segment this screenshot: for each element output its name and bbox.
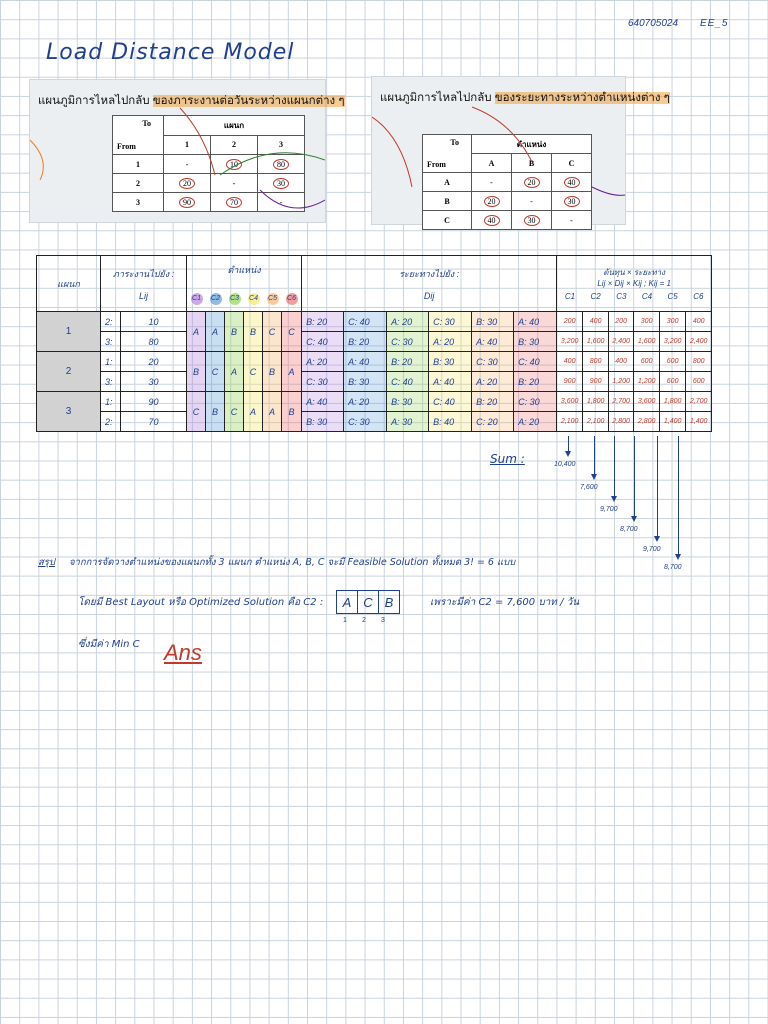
- c-label: C1: [191, 293, 203, 305]
- load-value: 90: [121, 392, 187, 412]
- layout-position: 2: [362, 617, 366, 624]
- position-cell: A: [263, 392, 282, 432]
- distance-cell: C: 30: [344, 412, 387, 432]
- distance-cell: C: 40: [514, 352, 557, 372]
- cost-cell: 3,200: [660, 332, 686, 352]
- distance-cell: C: 30: [387, 332, 429, 352]
- distance-cell: A: 40: [302, 392, 344, 412]
- position-group-header: ตำแหน่ง: [472, 135, 592, 154]
- distance-flow-title: แผนภูมิการไหลไปกลับ ของระยะทางระหว่างตำแหน่งต่าง ๆ: [380, 92, 670, 104]
- cost-cell: 400: [583, 312, 609, 332]
- cost-cell: 400: [686, 312, 712, 332]
- sum-value: 10,400: [554, 461, 576, 468]
- distance-cell: B: 40: [429, 412, 472, 432]
- col-header: 3: [258, 135, 305, 155]
- load-to: 3:: [101, 332, 121, 352]
- cost-cell: 2,100: [583, 412, 609, 432]
- position-cell: B: [206, 392, 225, 432]
- sum-value: 8,700: [664, 564, 682, 571]
- table-row: 1 - 10 80: [113, 155, 305, 174]
- position-cell: B: [225, 312, 244, 352]
- cost-cell: 600: [634, 352, 660, 372]
- sum-value: 7,600: [580, 484, 598, 491]
- cost-cell: 2,700: [686, 392, 712, 412]
- distance-cell: C: 40: [387, 372, 429, 392]
- distance-cell: A: 20: [387, 312, 429, 332]
- cost-cell: 1,200: [634, 372, 660, 392]
- table-row: C 40 30 -: [423, 211, 592, 230]
- sum-arrow: [678, 436, 679, 558]
- cost-cell: 2,100: [557, 412, 583, 432]
- load-flow-title: แผนภูมิการไหลไปกลับ ของภาระงานต่อวันระหว่างแผนกต่าง ๆ: [38, 95, 345, 107]
- distance-cell: C: 30: [472, 352, 514, 372]
- distance-cell: B: 20: [472, 392, 514, 412]
- page-title: Load Distance Model: [46, 40, 295, 65]
- distance-cell: A: 40: [514, 312, 557, 332]
- cost-cell: 900: [557, 372, 583, 392]
- col-header: 1: [164, 135, 211, 155]
- position-cell: A: [187, 312, 206, 352]
- cost-cell: 300: [634, 312, 660, 332]
- cost-cell: 2,400: [686, 332, 712, 352]
- cost-cell: 1,600: [583, 332, 609, 352]
- position-cell: C: [187, 392, 206, 432]
- sum-label: Sum :: [490, 452, 525, 466]
- load-flow-screenshot: [30, 80, 345, 222]
- c-label: C2: [210, 293, 222, 305]
- load-to: 1:: [101, 392, 121, 412]
- load-header: ภาระงานไปยัง : Lij: [101, 256, 187, 312]
- cost-cell: 1,800: [583, 392, 609, 412]
- dept-group-header: แผนก: [164, 116, 305, 136]
- distance-cell: C: 40: [344, 312, 387, 332]
- distance-cell: B: 20: [387, 352, 429, 372]
- col-header: A: [472, 154, 512, 173]
- dept-cell: 1: [37, 312, 101, 352]
- table-row: [37, 332, 712, 352]
- cost-cell: 2,700: [609, 392, 634, 412]
- cost-cell: 200: [557, 312, 583, 332]
- sum-arrow: [614, 436, 615, 500]
- cost-cell: 1,400: [660, 412, 686, 432]
- position-cell: B: [263, 352, 282, 392]
- sum-arrow: [657, 436, 658, 540]
- distance-cell: B: 30: [344, 372, 387, 392]
- calculation-table: [36, 255, 712, 432]
- table-row: [37, 352, 712, 372]
- sum-arrow: [594, 436, 595, 478]
- position-cell: C: [206, 352, 225, 392]
- conclusion-line-3: ซึ่งมีค่า Min C: [78, 639, 140, 650]
- load-to: 3:: [101, 372, 121, 392]
- layout-position: 1: [343, 617, 347, 624]
- load-value: 70: [121, 412, 187, 432]
- load-to: 2:: [101, 412, 121, 432]
- cost-cell: 1,600: [634, 332, 660, 352]
- table-row: 2 20 - 30: [113, 174, 305, 193]
- distance-cell: C: 30: [429, 312, 472, 332]
- student-id: 640705024: [628, 18, 679, 29]
- cost-cell: 600: [660, 352, 686, 372]
- distance-cell: B: 20: [514, 372, 557, 392]
- conclusion-line-1: สรุป จากการจัดวางตำแหน่งของแผนกทั้ง 3 แผนก ตำแหน่ง A, B, C จะมี Feasible Solution ทั้งหมด 3! = 6 แบบ: [38, 557, 516, 568]
- cost-cell: 600: [686, 372, 712, 392]
- distance-cell: B: 30: [387, 392, 429, 412]
- col-header: B: [512, 154, 552, 173]
- sum-value: 8,700: [620, 526, 638, 533]
- sum-value: 9,700: [600, 506, 618, 513]
- distance-cell: A: 40: [344, 352, 387, 372]
- cost-cell: 1,400: [686, 412, 712, 432]
- distance-cell: A: 20: [302, 352, 344, 372]
- position-cell: A: [282, 352, 302, 392]
- position-cell: A: [206, 312, 225, 352]
- cost-cell: 2,400: [609, 332, 634, 352]
- distance-cell: C: 40: [429, 392, 472, 412]
- load-value: 30: [121, 372, 187, 392]
- position-cell: C: [225, 392, 244, 432]
- position-cell: B: [244, 312, 263, 352]
- table-row: [37, 392, 712, 412]
- cost-cell: 1,200: [609, 372, 634, 392]
- distance-cell: C: 20: [472, 412, 514, 432]
- annotation-strokes: [372, 77, 625, 224]
- table-row: 3 90 70 -: [113, 193, 305, 212]
- position-cell: A: [225, 352, 244, 392]
- load-value: 10: [121, 312, 187, 332]
- distance-cell: B: 30: [514, 332, 557, 352]
- position-cell: A: [244, 392, 263, 432]
- position-cell: B: [187, 352, 206, 392]
- distance-header: ระยะทางไปยัง : Dij: [302, 256, 557, 312]
- c-label: C4: [248, 293, 260, 305]
- cost-cell: 2,800: [634, 412, 660, 432]
- distance-cell: A: 20: [429, 332, 472, 352]
- col-header: C: [552, 154, 592, 173]
- sum-arrow: [568, 436, 569, 455]
- c-label: C6: [286, 293, 298, 305]
- load-to: 2:: [101, 312, 121, 332]
- distance-cell: A: 20: [472, 372, 514, 392]
- conclusion-line-2: โดยมี Best Layout หรือ Optimized Solution คือ C2 :: [78, 597, 324, 608]
- sum-arrow: [634, 436, 635, 520]
- load-to: 1:: [101, 352, 121, 372]
- layout-position: 3: [381, 617, 385, 624]
- distance-cell: C: 30: [514, 392, 557, 412]
- position-header: ตำแหน่ง C1 C2 C3 C4 C5 C6: [187, 256, 302, 312]
- position-cell: B: [282, 392, 302, 432]
- distance-cell: B: 30: [472, 312, 514, 332]
- cost-cell: 200: [609, 312, 634, 332]
- annotation-strokes: [30, 80, 325, 222]
- cost-header: ต้นทุน × ระยะทาง Lij × Dij × Kij ; Kij = 1 C1 C2 C3 C4 C5 C6: [557, 256, 712, 312]
- distance-cell: A: 20: [344, 392, 387, 412]
- cost-cell: 300: [660, 312, 686, 332]
- c-label: C3: [229, 293, 241, 305]
- distance-cell: A: 30: [387, 412, 429, 432]
- cost-cell: 3,200: [557, 332, 583, 352]
- distance-cell: B: 20: [302, 312, 344, 332]
- table-row: B 20 - 30: [423, 192, 592, 211]
- load-value: 20: [121, 352, 187, 372]
- distance-cell: C: 30: [302, 372, 344, 392]
- distance-cell: B: 30: [302, 412, 344, 432]
- dept-cell: 3: [37, 392, 101, 432]
- cost-cell: 1,800: [660, 392, 686, 412]
- distance-cell: B: 20: [344, 332, 387, 352]
- from-to-corner: To From: [423, 135, 472, 173]
- table-row: A - 20 40: [423, 173, 592, 192]
- distance-cell: A: 40: [472, 332, 514, 352]
- table-row: [37, 312, 712, 332]
- load-value: 80: [121, 332, 187, 352]
- distance-cell: B: 30: [429, 352, 472, 372]
- conclusion-line-2-suffix: เพราะมีค่า C2 = 7,600 บาท / วัน: [430, 597, 580, 608]
- cost-cell: 900: [583, 372, 609, 392]
- position-cell: C: [282, 312, 302, 352]
- from-to-corner: To From: [113, 116, 164, 155]
- position-cell: C: [244, 352, 263, 392]
- cost-cell: 600: [660, 372, 686, 392]
- cost-cell: 400: [557, 352, 583, 372]
- dept-cell: 2: [37, 352, 101, 392]
- cost-cell: 800: [583, 352, 609, 372]
- distance-cell: A: 40: [429, 372, 472, 392]
- distance-cell: A: 20: [514, 412, 557, 432]
- c-label: C5: [267, 293, 279, 305]
- cost-cell: 400: [609, 352, 634, 372]
- table-row: [37, 412, 712, 432]
- distance-cell: C: 40: [302, 332, 344, 352]
- distance-flow-screenshot: [372, 77, 670, 225]
- cost-cell: 3,600: [557, 392, 583, 412]
- table-row: [37, 372, 712, 392]
- best-layout-box: A C B: [336, 590, 400, 614]
- cost-cell: 3,600: [634, 392, 660, 412]
- dept-header: แผนก: [37, 256, 101, 312]
- cost-cell: 800: [686, 352, 712, 372]
- col-header: 2: [211, 135, 258, 155]
- answer-mark: Ans: [164, 640, 202, 665]
- cost-cell: 2,800: [609, 412, 634, 432]
- section-code: EE_5: [700, 18, 729, 29]
- sum-value: 9,700: [643, 546, 661, 553]
- position-cell: C: [263, 312, 282, 352]
